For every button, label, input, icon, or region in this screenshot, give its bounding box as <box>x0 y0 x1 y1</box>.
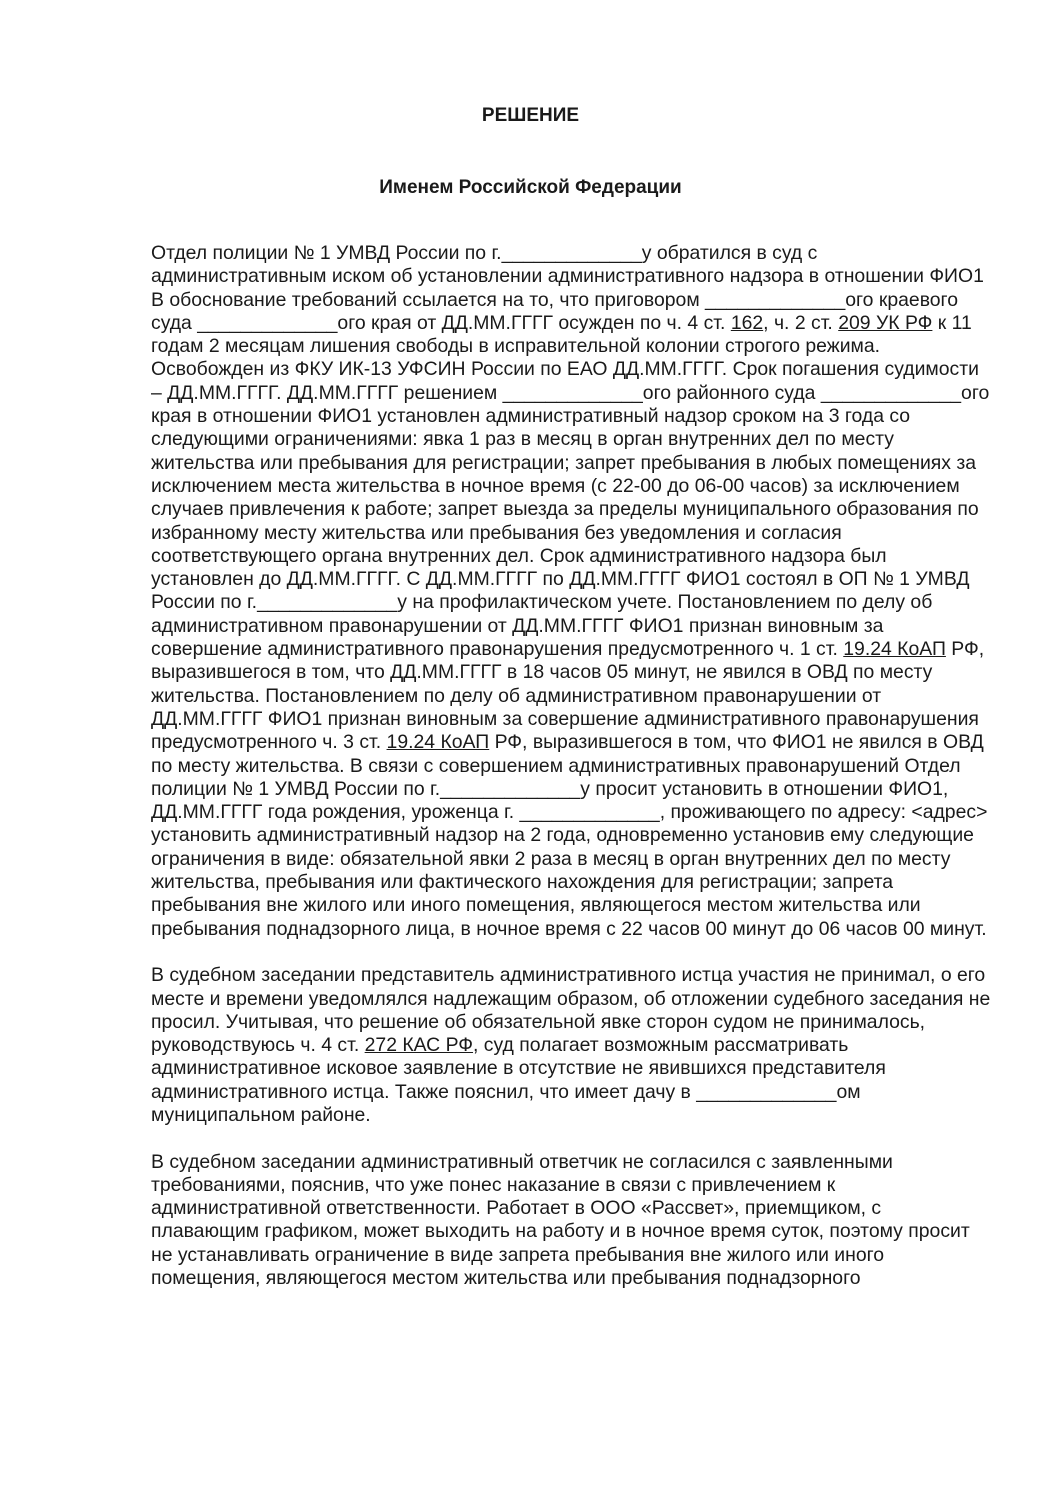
document-subtitle: Именем Российской Федерации <box>379 177 682 198</box>
paragraph-text: В судебном заседании административный ответчик не согласился с заявленными требованиями, пояснив, что уже понес наказание в связи с привлечением к административной ответственности. Работает в ООО «Рассвет», приемщиком, с плавающим графиком, может выходить на работу и в ночное время суток, поэтому просит не устанавливать ограничение в виде запрета пребывания вне жилого или иного помещения, являющегося местом жительства или пребывания поднадзорного <box>151 1150 970 1290</box>
paragraph-text: к 11 годам 2 месяцам лишения свободы в исправительной колонии строгого режима. Освобожден из ФКУ ИК-13 УФСИН России по ЕАО ДД.ММ.ГГГГ. Срок погашения судимости – ДД.ММ.ГГГГ. ДД.ММ.ГГГГ решением _____________ого районного суда _____________ого края в отношении ФИО1 установлен административный надзор сроком на 3 года со следующими ограничениями: явка 1 раз в месяц в орган внутренних дел по месту жительства или пребывания для регистрации; запрет пребывания в любых помещениях за исключением места жительства в ночное время (с 22-00 до 06-00 часов) за исключением случаев привлечения к работе; запрет выезда за пределы муниципального образования по избранному месту жительства или пребывания без уведомления и согласия соответствующего органа внутренних дел. Срок административного надзора был установлен до ДД.ММ.ГГГГ. С ДД.ММ.ГГГГ по ДД.ММ.ГГГГ ФИО1 состоял в ОП № 1 УМВД России по г._____________у на профилактическом учете. Постановлением по делу об административном правонарушении от ДД.ММ.ГГГГ ФИО1 признан виновным за совершение административного правонарушения предусмотренного ч. 1 ст. <box>151 311 990 661</box>
paragraph-text: , суд полагает возможным рассматривать административное исковое заявление в отсутствие не явившихся представителя административного истца. Также пояснил, что имеет дачу в _____________ом муниципальном районе. <box>151 1034 886 1126</box>
paragraph-claim <box>151 242 991 941</box>
paragraph-defendant <box>151 1151 991 1291</box>
paragraph-text: В судебном заседании представитель административного истца участия не принимал, о его месте и времени уведомлялся надлежащим образом, об отложении судебного заседания не просил. Учитывая, что решение об обязательной явке сторон судом не принималось, руководствуюсь ч. 4 ст. <box>151 964 991 1057</box>
law-link-209-uk-rf[interactable]: 209 УК РФ <box>838 311 933 334</box>
paragraph-hearing <box>151 964 991 1127</box>
law-link-19-24-koap[interactable]: 19.24 КоАП <box>843 638 946 661</box>
paragraph-text: Отдел полиции № 1 УМВД России по г._____________у обратился в суд с административным иском об установлении административного надзора в отношении ФИО1 В обоснование требований ссылается на то, что приговором _____________ого краевого суда _____________ого края от ДД.ММ.ГГГГ осужден по ч. 4 ст. <box>151 242 984 334</box>
law-link-272-kas-rf[interactable]: 272 КАС РФ <box>364 1034 474 1057</box>
paragraph-text: РФ, выразившегося в том, что ФИО1 не явился в ОВД по месту жительства. В связи с совершением административных правонарушений Отдел полиции № 1 УМВД России по г._____________у просит установить в отношении ФИО1, ДД.ММ.ГГГГ года рождения, уроженца г. _____________, проживающего по адресу: <адрес> установить административный надзор на 2 года, одновременно установив ему следующие ограничения в виде: обязательной явки 2 раза в месяц в орган внутренних дел по месту жительства, пребывания или фактического нахождения для регистрации; запрета пребывания вне жилого или иного помещения, являющегося местом жительства или пребывания поднадзорного лица, в ночное время с 22 часов 00 минут до 06 часов 00 минут. <box>151 731 988 940</box>
document-body <box>151 242 991 1314</box>
document-title: РЕШЕНИЕ <box>481 105 580 126</box>
paragraph-text: РФ, выразившегося в том, что ДД.ММ.ГГГГ в 18 часов 05 минут, не явился в ОВД по месту жительства. Постановлением по делу об административном правонарушении от ДД.ММ.ГГГГ ФИО1 признан виновным за совершение административного правонарушения предусмотренного ч. 3 ст. <box>151 638 985 754</box>
paragraph-text: , ч. 2 ст. <box>763 311 839 334</box>
law-link-19-24-koap-2[interactable]: 19.24 КоАП <box>386 731 490 754</box>
law-link-162[interactable]: 162 <box>730 311 764 334</box>
